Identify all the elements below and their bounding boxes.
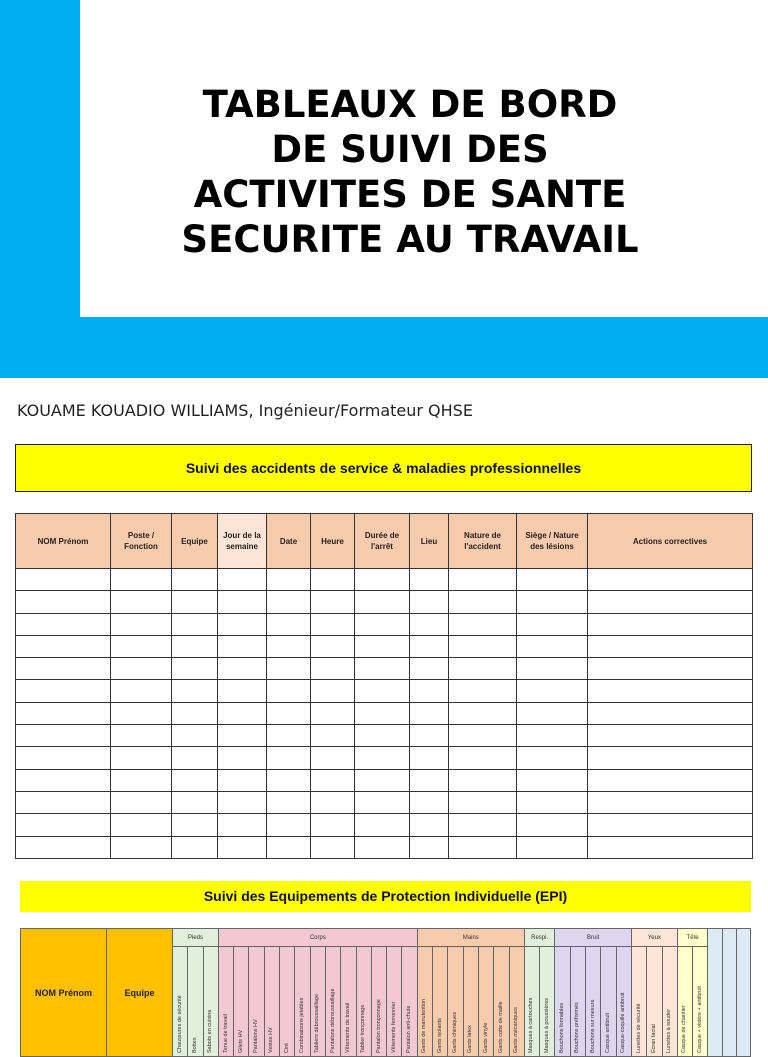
table-cell[interactable] xyxy=(449,680,517,702)
epi-item-label: Lunettes à souder xyxy=(666,1008,673,1053)
table-cell[interactable] xyxy=(111,725,172,747)
table-cell[interactable] xyxy=(410,747,449,769)
table-cell[interactable] xyxy=(218,725,267,747)
table-row xyxy=(16,702,753,724)
table-cell[interactable] xyxy=(311,591,355,613)
table-cell[interactable] xyxy=(16,791,111,813)
col-header: Siège / Nature des lésions xyxy=(517,514,588,569)
table-cell[interactable] xyxy=(449,769,517,791)
table-cell[interactable] xyxy=(218,769,267,791)
epi-item-header xyxy=(402,947,417,1057)
table-cell[interactable] xyxy=(16,836,111,858)
epi-item-header xyxy=(387,947,402,1057)
table-cell[interactable] xyxy=(172,725,218,747)
table-cell[interactable] xyxy=(311,836,355,858)
col-header: Durée de l'arrêt xyxy=(355,514,410,569)
epi-item-label: Bottes xyxy=(191,1037,198,1053)
table-cell[interactable] xyxy=(172,613,218,635)
table-cell[interactable] xyxy=(449,747,517,769)
table-cell[interactable] xyxy=(449,814,517,836)
table-cell[interactable] xyxy=(267,769,311,791)
epi-item-label: Gants vinyle xyxy=(482,1022,489,1053)
epi-item-label: Combinaisons jetables xyxy=(299,997,306,1053)
epi-item-header xyxy=(173,947,188,1057)
table-row xyxy=(16,569,753,591)
epi-extra-column xyxy=(736,929,750,1057)
table-cell[interactable] xyxy=(218,613,267,635)
epi-group-row xyxy=(21,929,751,947)
table-cell[interactable] xyxy=(218,747,267,769)
table-cell[interactable] xyxy=(16,769,111,791)
epi-item-header xyxy=(280,947,295,1057)
epi-item-label: Gants de manutention xyxy=(421,998,428,1053)
epi-item-label: Tenue de travail xyxy=(222,1014,229,1053)
table-cell[interactable] xyxy=(111,702,172,724)
table-cell[interactable] xyxy=(355,591,410,613)
table-row xyxy=(16,680,753,702)
table-row xyxy=(16,814,753,836)
table-cell[interactable] xyxy=(16,613,111,635)
epi-group-header: Yeux xyxy=(631,929,677,947)
epi-group-header: Bruit xyxy=(555,929,631,947)
table-cell[interactable] xyxy=(218,702,267,724)
table-cell[interactable] xyxy=(449,836,517,858)
col-header: Poste / Fonction xyxy=(111,514,172,569)
table-cell[interactable] xyxy=(267,613,311,635)
table-cell[interactable] xyxy=(16,591,111,613)
table-cell[interactable] xyxy=(588,591,753,613)
col-header: Equipe xyxy=(172,514,218,569)
epi-item-header xyxy=(356,947,371,1057)
table-cell[interactable] xyxy=(517,769,588,791)
epi-item-label: Écran facial xyxy=(650,1024,657,1053)
table-cell[interactable] xyxy=(311,569,355,591)
table-cell[interactable] xyxy=(311,680,355,702)
epi-item-label: Pantalons HV xyxy=(253,1019,260,1053)
table-cell[interactable] xyxy=(111,680,172,702)
epi-item-label: Lunettes de sécurité xyxy=(635,1003,642,1053)
table-cell[interactable] xyxy=(267,680,311,702)
table-cell[interactable] xyxy=(267,635,311,657)
table-cell[interactable] xyxy=(449,702,517,724)
epi-item-header xyxy=(295,947,310,1057)
table-cell[interactable] xyxy=(16,569,111,591)
table-cell[interactable] xyxy=(410,658,449,680)
epi-item-label: Pantalons débroussaillage xyxy=(329,988,336,1053)
table-cell[interactable] xyxy=(410,613,449,635)
epi-item-label: Sabots en cuisine xyxy=(207,1009,214,1053)
epi-item-header xyxy=(494,947,509,1057)
table-cell[interactable] xyxy=(111,591,172,613)
table-cell[interactable] xyxy=(355,769,410,791)
table-cell[interactable] xyxy=(172,702,218,724)
epi-item-header xyxy=(570,947,585,1057)
table-cell[interactable] xyxy=(410,680,449,702)
table-cell[interactable] xyxy=(267,591,311,613)
epi-item-header xyxy=(662,947,677,1057)
epi-item-label: Gants isolants xyxy=(436,1018,443,1053)
table-row xyxy=(16,635,753,657)
table-cell[interactable] xyxy=(410,725,449,747)
table-cell[interactable] xyxy=(111,791,172,813)
epi-item-header xyxy=(188,947,203,1057)
epi-item-header xyxy=(631,947,646,1057)
epi-item-header xyxy=(234,947,249,1057)
epi-item-label: Vêtements de travail xyxy=(344,1002,351,1053)
title-line: ACTIVITES DE SANTE xyxy=(193,173,627,216)
epi-item-header xyxy=(371,947,386,1057)
table-cell[interactable] xyxy=(172,769,218,791)
table-cell[interactable] xyxy=(218,814,267,836)
table-cell[interactable] xyxy=(16,680,111,702)
table-cell[interactable] xyxy=(355,702,410,724)
epi-item-header xyxy=(325,947,340,1057)
table-cell[interactable] xyxy=(517,836,588,858)
table-cell[interactable] xyxy=(172,836,218,858)
epi-item-label: Masques à cartouches xyxy=(528,997,535,1053)
table-cell[interactable] xyxy=(355,613,410,635)
table-cell[interactable] xyxy=(355,635,410,657)
table-cell[interactable] xyxy=(111,769,172,791)
col-header: Nature de l'accident xyxy=(449,514,517,569)
epi-item-header xyxy=(264,947,279,1057)
epi-item-header xyxy=(601,947,616,1057)
table-cell[interactable] xyxy=(311,769,355,791)
table-cell[interactable] xyxy=(449,613,517,635)
epi-group-header: Mains xyxy=(417,929,524,947)
table-row xyxy=(16,658,753,680)
epi-item-label: Gants latex xyxy=(467,1025,474,1053)
table-cell[interactable] xyxy=(410,702,449,724)
table-cell[interactable] xyxy=(355,725,410,747)
epi-item-label: Gilets HV xyxy=(237,1029,244,1053)
table-cell[interactable] xyxy=(16,702,111,724)
table-cell[interactable] xyxy=(355,680,410,702)
epi-item-header xyxy=(509,947,524,1057)
table-row xyxy=(16,725,753,747)
table-cell[interactable] xyxy=(218,680,267,702)
table-cell[interactable] xyxy=(410,814,449,836)
table-row xyxy=(16,591,753,613)
table-cell[interactable] xyxy=(517,635,588,657)
table-cell[interactable] xyxy=(588,658,753,680)
page-title xyxy=(80,82,740,262)
title-line: SECURITE AU TRAVAIL xyxy=(181,218,639,261)
epi-item-header xyxy=(203,947,218,1057)
table-cell[interactable] xyxy=(311,747,355,769)
epi-item-label: Bouchons sur mesure xyxy=(589,999,596,1053)
author-line: KOUAME KOUADIO WILLIAMS, Ingénieur/Formateur QHSE xyxy=(17,401,473,420)
table-cell[interactable] xyxy=(16,747,111,769)
epi-item-header xyxy=(555,947,570,1057)
table-cell[interactable] xyxy=(16,814,111,836)
table-cell[interactable] xyxy=(311,725,355,747)
table-cell[interactable] xyxy=(588,613,753,635)
title-line: TABLEAUX DE BORD xyxy=(202,83,618,126)
epi-item-label: Masques à poussières xyxy=(543,997,550,1053)
table-cell[interactable] xyxy=(267,658,311,680)
table-cell[interactable] xyxy=(172,569,218,591)
table-cell[interactable] xyxy=(588,814,753,836)
epi-item-label: Pantalon tronçonnage xyxy=(375,999,382,1053)
accidents-heading: Suivi des accidents de service & maladies professionnelles xyxy=(15,444,752,492)
table-cell[interactable] xyxy=(111,747,172,769)
table-cell[interactable] xyxy=(311,658,355,680)
accidents-body xyxy=(16,569,753,859)
epi-item-label: Gants chimiques xyxy=(451,1012,458,1053)
col-header: Date xyxy=(267,514,311,569)
epi-item-header xyxy=(693,947,708,1057)
table-cell[interactable] xyxy=(355,569,410,591)
col-header: NOM Prénom xyxy=(16,514,111,569)
table-cell[interactable] xyxy=(267,814,311,836)
epi-item-header xyxy=(586,947,601,1057)
col-header: Actions correctives xyxy=(588,514,753,569)
table-cell[interactable] xyxy=(517,569,588,591)
table-cell[interactable] xyxy=(172,747,218,769)
table-cell[interactable] xyxy=(517,658,588,680)
epi-item-label: Casque antibruit xyxy=(604,1012,611,1053)
table-cell[interactable] xyxy=(355,814,410,836)
table-cell[interactable] xyxy=(449,791,517,813)
epi-item-header xyxy=(616,947,631,1057)
table-cell[interactable] xyxy=(517,680,588,702)
epi-heading: Suivi des Equipements de Protection Individuelle (EPI) xyxy=(20,881,751,912)
table-cell[interactable] xyxy=(218,635,267,657)
epi-col-header: NOM Prénom xyxy=(21,929,107,1057)
table-cell[interactable] xyxy=(267,702,311,724)
epi-item-label: Vestes HV xyxy=(268,1027,275,1053)
table-cell[interactable] xyxy=(410,635,449,657)
table-cell[interactable] xyxy=(111,658,172,680)
epi-item-label: Gants mécaniques xyxy=(513,1007,520,1053)
table-cell[interactable] xyxy=(410,836,449,858)
table-cell[interactable] xyxy=(588,635,753,657)
table-cell[interactable] xyxy=(172,591,218,613)
table-row xyxy=(16,791,753,813)
table-cell[interactable] xyxy=(588,747,753,769)
epi-extra-column xyxy=(708,929,722,1057)
epi-item-header xyxy=(433,947,448,1057)
epi-table xyxy=(20,928,751,1057)
epi-item-label: Casque de chantier xyxy=(681,1005,688,1053)
epi-item-label: Chaussures de sécurité xyxy=(176,995,183,1053)
table-cell[interactable] xyxy=(517,814,588,836)
table-cell[interactable] xyxy=(449,658,517,680)
epi-group-header: Corps xyxy=(218,929,417,947)
epi-item-label: Gants cotte de maille xyxy=(497,1001,504,1053)
table-cell[interactable] xyxy=(311,635,355,657)
table-cell[interactable] xyxy=(355,836,410,858)
epi-item-header xyxy=(463,947,478,1057)
table-cell[interactable] xyxy=(16,635,111,657)
table-cell[interactable] xyxy=(449,591,517,613)
table-cell[interactable] xyxy=(410,769,449,791)
epi-item-header xyxy=(524,947,539,1057)
table-cell[interactable] xyxy=(111,814,172,836)
col-header: Heure xyxy=(311,514,355,569)
table-cell[interactable] xyxy=(311,613,355,635)
table-cell[interactable] xyxy=(111,569,172,591)
epi-extra-column xyxy=(722,929,736,1057)
table-cell[interactable] xyxy=(218,591,267,613)
table-cell[interactable] xyxy=(517,702,588,724)
table-cell[interactable] xyxy=(410,791,449,813)
table-cell[interactable] xyxy=(517,591,588,613)
table-row xyxy=(16,747,753,769)
table-cell[interactable] xyxy=(311,814,355,836)
table-cell[interactable] xyxy=(355,791,410,813)
table-cell[interactable] xyxy=(267,725,311,747)
epi-item-header xyxy=(677,947,692,1057)
table-cell[interactable] xyxy=(172,791,218,813)
table-cell[interactable] xyxy=(172,814,218,836)
accidents-header-row xyxy=(16,514,753,569)
epi-item-label: Tabliers débroussaillage xyxy=(314,993,321,1053)
table-cell[interactable] xyxy=(588,725,753,747)
table-cell[interactable] xyxy=(410,591,449,613)
epi-item-header xyxy=(448,947,463,1057)
table-cell[interactable] xyxy=(111,836,172,858)
table-cell[interactable] xyxy=(111,613,172,635)
table-cell[interactable] xyxy=(267,791,311,813)
table-row xyxy=(16,613,753,635)
table-cell[interactable] xyxy=(449,635,517,657)
table-cell[interactable] xyxy=(218,569,267,591)
epi-item-header xyxy=(249,947,264,1057)
epi-item-label: Pantalon anti-chute xyxy=(406,1005,413,1053)
table-cell[interactable] xyxy=(16,658,111,680)
epi-col-header: Equipe xyxy=(107,929,173,1057)
table-cell[interactable] xyxy=(111,635,172,657)
epi-item-label: Vêtements ferronnier xyxy=(390,1001,397,1053)
epi-item-label: Bouchons préformés xyxy=(574,1002,581,1053)
col-header: Jour de la semaine xyxy=(218,514,267,569)
table-cell[interactable] xyxy=(588,791,753,813)
epi-item-header xyxy=(417,947,432,1057)
epi-group-header: Respi. xyxy=(524,929,555,947)
table-cell[interactable] xyxy=(449,569,517,591)
table-cell[interactable] xyxy=(172,635,218,657)
table-cell[interactable] xyxy=(172,658,218,680)
epi-item-label: Casque + visière + antibruit xyxy=(696,986,703,1053)
table-cell[interactable] xyxy=(172,680,218,702)
epi-item-label: Bouchons formables xyxy=(559,1002,566,1053)
epi-item-header xyxy=(647,947,662,1057)
table-row xyxy=(16,836,753,858)
epi-group-header: Pieds xyxy=(173,929,219,947)
table-cell[interactable] xyxy=(588,680,753,702)
col-header: Lieu xyxy=(410,514,449,569)
epi-item-header xyxy=(478,947,493,1057)
table-cell[interactable] xyxy=(218,791,267,813)
table-row xyxy=(16,769,753,791)
table-cell[interactable] xyxy=(311,702,355,724)
table-cell[interactable] xyxy=(517,747,588,769)
table-cell[interactable] xyxy=(267,569,311,591)
table-cell[interactable] xyxy=(355,658,410,680)
table-cell[interactable] xyxy=(588,702,753,724)
epi-item-label: Ciré xyxy=(283,1042,290,1053)
table-cell[interactable] xyxy=(267,747,311,769)
table-cell[interactable] xyxy=(588,836,753,858)
table-cell[interactable] xyxy=(517,725,588,747)
epi-item-header xyxy=(218,947,233,1057)
accidents-table xyxy=(15,513,753,859)
table-cell[interactable] xyxy=(588,769,753,791)
epi-group-header: Tête xyxy=(677,929,708,947)
table-cell[interactable] xyxy=(355,747,410,769)
table-cell[interactable] xyxy=(588,569,753,591)
table-cell[interactable] xyxy=(311,791,355,813)
table-cell[interactable] xyxy=(218,836,267,858)
epi-item-label: Tablier tronçonnage xyxy=(360,1004,367,1053)
table-cell[interactable] xyxy=(517,791,588,813)
table-cell[interactable] xyxy=(16,725,111,747)
table-cell[interactable] xyxy=(517,613,588,635)
table-cell[interactable] xyxy=(449,725,517,747)
epi-item-label: Casque-coquille antibruit xyxy=(620,992,627,1053)
table-cell[interactable] xyxy=(410,569,449,591)
epi-item-header xyxy=(341,947,356,1057)
title-line: DE SUIVI DES xyxy=(271,128,549,171)
epi-item-header xyxy=(310,947,325,1057)
table-cell[interactable] xyxy=(267,836,311,858)
table-cell[interactable] xyxy=(218,658,267,680)
epi-item-header xyxy=(540,947,555,1057)
